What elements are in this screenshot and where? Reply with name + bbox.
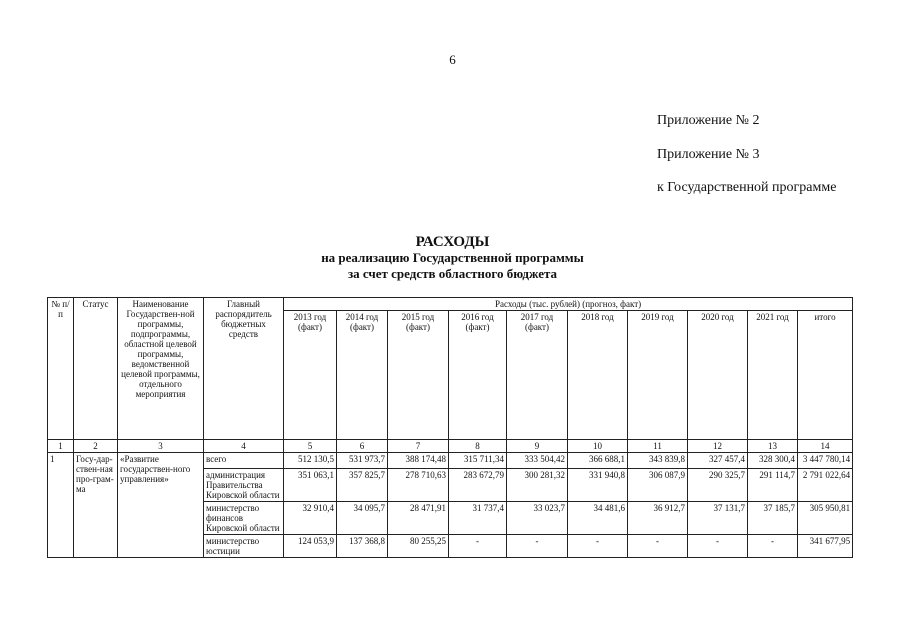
cell-value: 80 255,25 [388, 535, 449, 558]
cell-value: 328 300,4 [748, 453, 798, 469]
header-year: 2018 год [568, 311, 628, 440]
cell-value: 31 737,4 [449, 502, 507, 535]
cell-value: 327 457,4 [688, 453, 748, 469]
header-year: 2013 год (факт) [284, 311, 337, 440]
appendix-line-1: Приложение № 2 [657, 113, 760, 128]
cell-value: - [628, 535, 688, 558]
column-number: 5 [284, 440, 337, 453]
header-year: 2015 год (факт) [388, 311, 449, 440]
cell-value: - [748, 535, 798, 558]
cell-value: 283 672,79 [449, 469, 507, 502]
page-number: 6 [449, 52, 456, 67]
cell-value: 278 710,63 [388, 469, 449, 502]
table-row-total [48, 453, 853, 469]
cell-value: 531 973,7 [337, 453, 388, 469]
cell-value: 300 281,32 [507, 469, 568, 502]
cell-value: 333 504,42 [507, 453, 568, 469]
cell-total: 2 791 022,64 [798, 469, 853, 502]
cell-value: 36 912,7 [628, 502, 688, 535]
cell-value: 366 688,1 [568, 453, 628, 469]
cell-value: 351 063,1 [284, 469, 337, 502]
header-manager: Главный распорядитель бюджетных средств [204, 298, 284, 440]
column-number: 4 [204, 440, 284, 453]
column-number: 11 [628, 440, 688, 453]
header-status: Статус [74, 298, 118, 440]
cell-total: 3 447 780,14 [798, 453, 853, 469]
column-number: 9 [507, 440, 568, 453]
column-number: 14 [798, 440, 853, 453]
column-number: 12 [688, 440, 748, 453]
cell-value: 32 910,4 [284, 502, 337, 535]
title-line-2: на реализацию Государственной программы [321, 250, 584, 265]
header-num: № п/п [48, 298, 74, 440]
cell-value: 33 023,7 [507, 502, 568, 535]
column-number: 10 [568, 440, 628, 453]
appendix-line-2: Приложение № 3 [657, 147, 760, 162]
cell-total: 305 950,81 [798, 502, 853, 535]
row-manager: министерство финансов Кировской области [204, 502, 284, 535]
header-year: 2014 год (факт) [337, 311, 388, 440]
cell-value: 343 839,8 [628, 453, 688, 469]
cell-value: 388 174,48 [388, 453, 449, 469]
cell-total: 341 677,95 [798, 535, 853, 558]
cell-value: 34 095,7 [337, 502, 388, 535]
column-number: 6 [337, 440, 388, 453]
cell-value: 37 185,7 [748, 502, 798, 535]
cell-value: 512 130,5 [284, 453, 337, 469]
cell-value: 315 711,34 [449, 453, 507, 469]
title-line-3: за счет средств областного бюджета [347, 266, 558, 281]
cell-value: 291 114,7 [748, 469, 798, 502]
cell-value: - [688, 535, 748, 558]
cell-value: 306 087,9 [628, 469, 688, 502]
program-name: «Развитие государствен-ного управления» [118, 453, 204, 558]
cell-value: 331 940,8 [568, 469, 628, 502]
header-row-1 [48, 298, 853, 311]
title-line-1: РАСХОДЫ [415, 234, 490, 250]
column-numbers-row [48, 440, 853, 453]
header-year: 2016 год (факт) [449, 311, 507, 440]
program-num: 1 [48, 453, 74, 558]
header-expenses: Расходы (тыс. рублей) (прогноз, факт) [284, 298, 853, 311]
cell-value: 137 368,8 [337, 535, 388, 558]
expenses-table [47, 297, 853, 558]
cell-value: - [568, 535, 628, 558]
cell-value: 290 325,7 [688, 469, 748, 502]
cell-value: 28 471,91 [388, 502, 449, 535]
header-name: Наименование Государствен-ной программы, подпрограммы, областной целевой программы, ведомственной целевой программы, отдельного мероприятия [118, 298, 204, 440]
column-number: 3 [118, 440, 204, 453]
header-year: 2021 год [748, 311, 798, 440]
cell-value: - [449, 535, 507, 558]
column-number: 2 [74, 440, 118, 453]
header-year: 2019 год [628, 311, 688, 440]
header-year: 2020 год [688, 311, 748, 440]
appendix-line-3: к Государственной программе [657, 180, 837, 195]
cell-value: 124 053,9 [284, 535, 337, 558]
cell-value: 34 481,6 [568, 502, 628, 535]
column-number: 8 [449, 440, 507, 453]
cell-value: - [507, 535, 568, 558]
document-title [0, 234, 905, 282]
row-manager: министерство юстиции [204, 535, 284, 558]
header-year: 2017 год (факт) [507, 311, 568, 440]
program-status: Госу-дар-ствен-ная про-грам-ма [74, 453, 118, 558]
row-manager: всего [204, 453, 284, 469]
cell-value: 357 825,7 [337, 469, 388, 502]
header-total: итого [798, 311, 853, 440]
column-number: 7 [388, 440, 449, 453]
cell-value: 37 131,7 [688, 502, 748, 535]
column-number: 13 [748, 440, 798, 453]
column-number: 1 [48, 440, 74, 453]
row-manager: администрация Правительства Кировской области [204, 469, 284, 502]
